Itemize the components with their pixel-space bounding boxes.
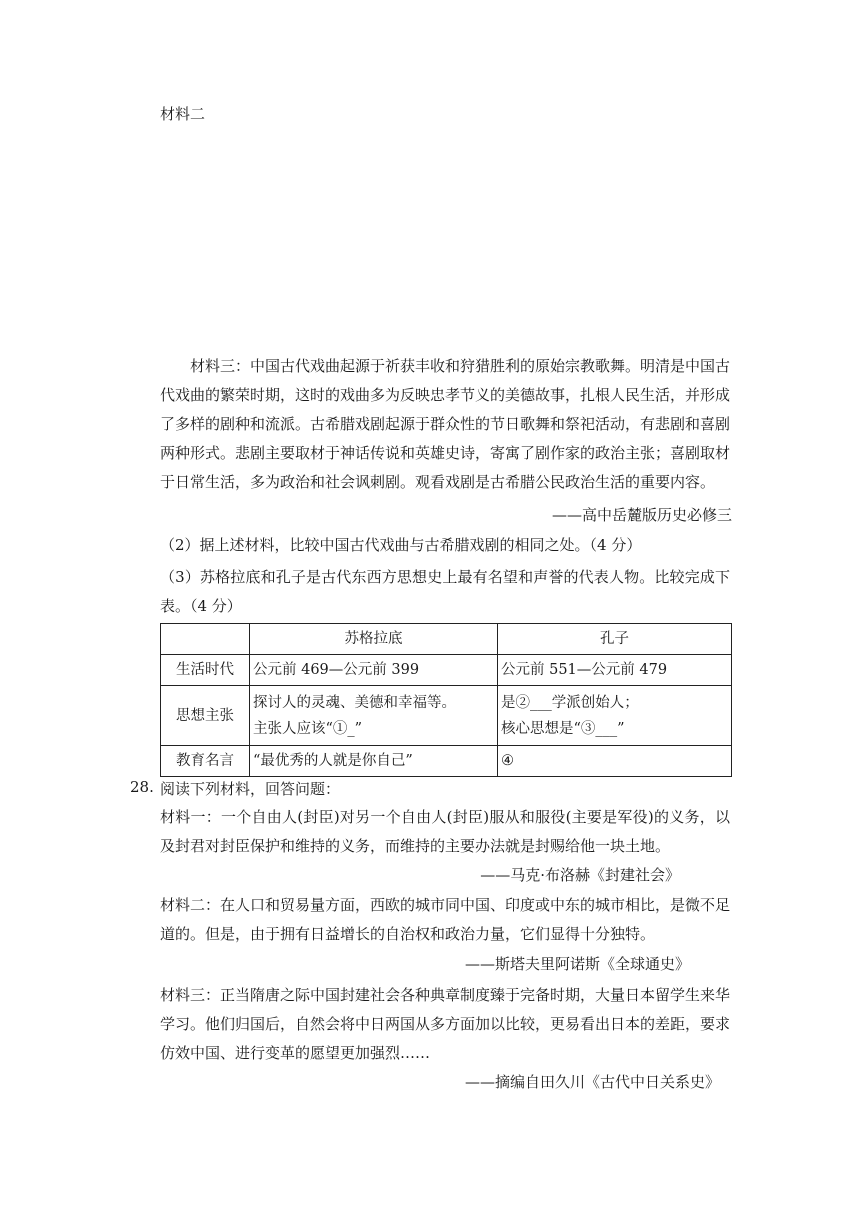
cell-line-blank-1: 主张人应该“①_” [253,720,363,737]
question-3: （3）苏格拉底和孔子是古代东西方思想史上最有名望和声誉的代表人物。比较完成下表。（4 分） [160,568,730,615]
table-row [161,655,732,686]
q28-material-3-source: ——摘编自田久川《古代中日关系史》 [464,1073,720,1091]
cell-line-blank-3: 核心思想是“③___” [501,720,625,737]
table-header-confucius: 孔子 [498,624,732,655]
cell-line-blank-2: 是②___学派创始人； [501,694,639,711]
cell: “最优秀的人就是你自己” [250,746,498,777]
table-header-empty [161,624,250,655]
question-28-number: 28. [130,778,154,796]
row-label: 教育名言 [161,746,250,777]
comparison-table [160,623,732,777]
cell: 公元前 469—公元前 399 [250,655,498,686]
row-label: 思想主张 [161,686,250,746]
q28-material-2: 材料二：在人口和贸易量方面，西欧的城市同中国、印度或中东的城市相比，是微不足道的。但是，由于拥有日益增长的自治权和政治力量，它们显得十分独特。 [160,896,731,943]
cell [250,686,498,746]
cell-blank-4: ④ [498,746,732,777]
q28-material-1: 材料一：一个自由人(封臣)对另一个自由人(封臣)服从和服役(主要是军役)的义务，以及封君对封臣保护和维持的义务，而维持的主要办法就是封赐给他一块土地。 [160,808,730,855]
cell: 公元前 551—公元前 479 [498,655,732,686]
material-3-text: 材料三：中国古代戏曲起源于祈获丰收和狩猎胜利的原始宗教歌舞。明清是中国古代戏曲的繁荣时期，这时的戏曲多为反映忠孝节义的美德故事，扎根人民生活，并形成了多样的剧种和流派。古希腊戏剧起源于群众性的节日歌舞和祭祀活动，有悲剧和喜剧两种形式。悲剧主要取材于神话传说和英雄史诗，寄寓了剧作家的政治主张；喜剧取材于日常生活，多为政治和社会讽刺剧。观看戏剧是古希腊公民政治生活的重要内容。 [160,357,731,491]
material-2-label: 材料二 [160,105,206,123]
table-row [161,746,732,777]
row-label: 生活时代 [161,655,250,686]
q28-material-3: 材料三：正当隋唐之际中国封建社会各种典章制度臻于完备时期，大量日本留学生来华学习。他们归国后，自然会将中日两国从多方面加以比较，更易看出日本的差距，要求仿效中国、进行变革的愿望更加强烈…… [160,986,731,1062]
question-28-intro: 阅读下列材料，回答问题： [160,780,341,798]
table-header-socrates: 苏格拉底 [250,624,498,655]
q28-material-2-source: ——斯塔夫里阿诺斯《全球通史》 [464,955,690,973]
q28-material-1-source: ——马克·布洛赫《封建社会》 [480,866,680,884]
cell-line: 探讨人的灵魂、美德和幸福等。 [253,694,456,711]
table-row [161,686,732,746]
cell [498,686,732,746]
question-2: （2）据上述材料，比较中国古代戏曲与古希腊戏剧的相同之处。（4 分） [160,536,642,554]
table-header-row [161,624,732,655]
material-3-source: ——高中岳麓版历史必修三 [551,506,732,524]
